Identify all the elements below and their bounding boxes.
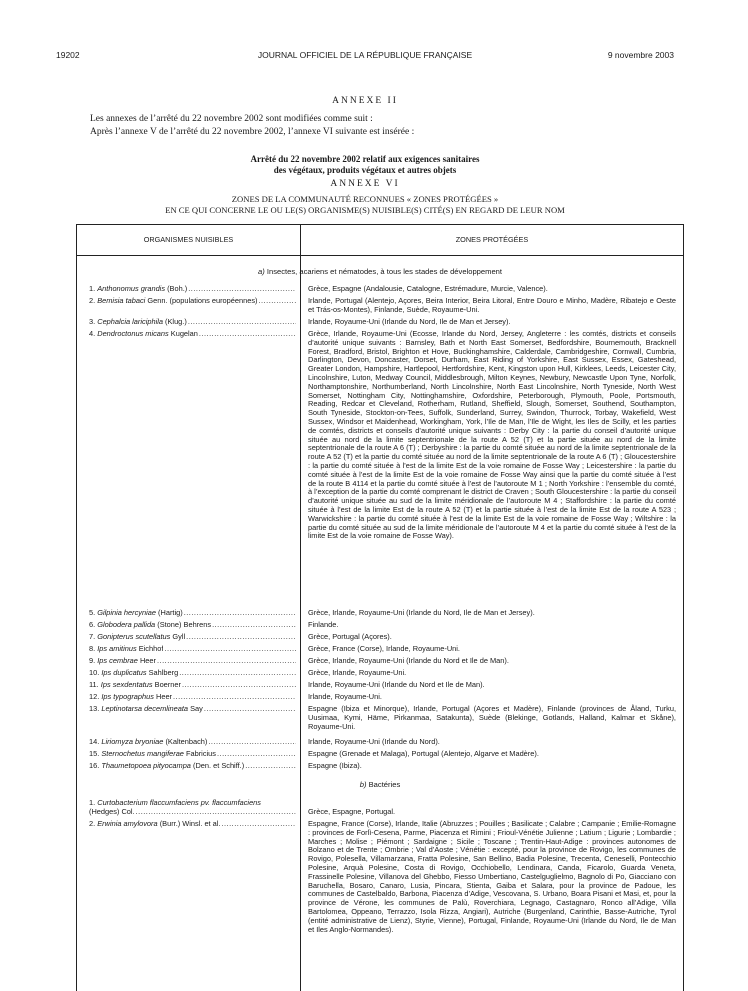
zone-cell: Grèce, Espagne, Portugal. [308, 807, 396, 816]
dot-leader [188, 285, 296, 294]
dot-leader [157, 657, 296, 666]
organism-cell [89, 750, 296, 759]
organism-name-line-1: 1. Curtobacterium flaccumfaciens pv. flaccumfaciens [89, 799, 261, 807]
section-a-heading [77, 267, 683, 276]
organism-name: 7. Gonipterus scutellatus Gyll [89, 633, 186, 641]
dot-leader [136, 808, 296, 817]
dot-leader [199, 330, 296, 339]
zone-cell: Irlande, Royaume-Uni (Irlande du Nord, Ile de Man et Jersey). [308, 317, 511, 326]
dot-leader [221, 820, 296, 829]
header-divider [77, 255, 683, 256]
dot-leader [212, 621, 296, 630]
table-header [77, 225, 683, 255]
column-header-zones: ZONES PROTÉGÉES [455, 235, 529, 244]
zone-cell: Irlande, Royaume-Uni (Irlande du Nord). [308, 737, 440, 746]
zone-cell: Irlande, Portugal (Alentejo, Açores, Beira Interior, Beira Litoral, Entre Douro e Minho, Madère, Ribatejo e Oeste et Trás-os-Montes), Finlande, Suède, Royaume-Uni. [308, 296, 676, 314]
organism-cell [89, 820, 296, 829]
dot-leader [179, 669, 296, 678]
dot-leader [173, 693, 296, 702]
zone-cell: Finlande. [308, 620, 339, 629]
zone-cell: Irlande, Royaume-Uni (Irlande du Nord et Ile de Man). [308, 680, 485, 689]
dot-leader [204, 705, 296, 714]
organism-cell [89, 799, 296, 817]
organism-name: 10. Ips duplicatus Sahlberg [89, 669, 179, 677]
organism-name: 14. Liriomyza bryoniae (Kaltenbach) [89, 738, 208, 746]
organism-cell [89, 669, 296, 678]
organism-name: 15. Sternochetus mangiferae Fabricius [89, 750, 216, 758]
zones-title-line-1: ZONES DE LA COMMUNAUTÉ RECONNUES « ZONES PROTÉGÉES » [231, 194, 499, 204]
column-header-organisms: ORGANISMES NUISIBLES [143, 235, 234, 244]
zone-cell: Grèce, Espagne (Andalousie, Catalogne, Estrémadure, Murcie, Valence). [308, 284, 548, 293]
page-number: 19202 [56, 50, 80, 60]
organism-cell [89, 657, 296, 666]
organism-cell [89, 762, 296, 771]
arrete-title-line-2: des végétaux, produits végétaux et autres objets [273, 165, 457, 175]
section-b-letter: b) [359, 780, 367, 789]
zone-cell: Grèce, Irlande, Royaume-Uni (Irlande du Nord, Ile de Man et Jersey). [308, 608, 535, 617]
organism-name: 9. Ips cembrae Heer [89, 657, 156, 665]
dot-leader [245, 762, 296, 771]
intro-line-2: Après l’annexe V de l’arrêté du 22 novembre 2002, l’annexe VI suivante est insérée : [90, 127, 415, 137]
zone-cell: Espagne (Grenade et Malaga), Portugal (Alentejo, Algarve et Madère). [308, 749, 539, 758]
dot-leader [182, 681, 296, 690]
organism-cell [89, 693, 296, 702]
organism-name: 5. Gilpinia hercyniae (Hartig) [89, 609, 183, 617]
organism-cell [89, 738, 296, 747]
dot-leader [186, 633, 296, 642]
dot-leader [164, 645, 296, 654]
organism-name: 11. Ips sexdentatus Boerner [89, 681, 181, 689]
protected-zones-table [76, 224, 684, 991]
organism-cell [89, 330, 296, 339]
zone-cell: Grèce, Irlande, Royaume-Uni (Irlande du Nord et Ile de Man). [308, 656, 509, 665]
journal-title: JOURNAL OFFICIEL DE LA RÉPUBLIQUE FRANÇAISE [257, 50, 473, 60]
section-a-letter: a) [257, 267, 265, 276]
zone-cell: Irlande, Royaume-Uni. [308, 692, 382, 701]
zone-cell: Grèce, France (Corse), Irlande, Royaume-Uni. [308, 644, 460, 653]
organism-cell [89, 645, 296, 654]
zone-cell: Grèce, Irlande, Royaume-Uni. [308, 668, 407, 677]
organism-name-line-2: (Hedges) Col. [89, 807, 135, 816]
section-b-text: Bactéries [368, 780, 401, 789]
organism-cell [89, 681, 296, 690]
organism-name: 6. Globodera pallida (Stone) Behrens [89, 621, 212, 629]
organism-cell [89, 285, 296, 294]
organism-cell [89, 609, 296, 618]
zones-title [56, 194, 674, 216]
organism-name: 1. Anthonomus grandis (Boh.) [89, 285, 188, 293]
organism-name: 8. Ips amitinus Eichhof [89, 645, 164, 653]
arrete-title [56, 154, 674, 176]
organism-name: 2. Erwinia amylovora (Burr.) Winsl. et al. [89, 820, 221, 828]
dot-leader [188, 318, 296, 327]
annex-ii-heading: ANNEXE II [332, 96, 398, 106]
column-divider [300, 225, 301, 991]
section-a-text: Insectes, acariens et nématodes, à tous les stades de développement [266, 267, 503, 276]
organism-cell [89, 621, 296, 630]
organism-name: 13. Leptinotarsa decemlineata Say [89, 705, 203, 713]
zone-cell: Grèce, Portugal (Açores). [308, 632, 392, 641]
intro-text [90, 113, 414, 139]
dot-leader [258, 297, 296, 306]
dot-leader [208, 738, 296, 747]
zone-cell: Espagne (Ibiza). [308, 761, 362, 770]
zone-cell: Espagne, France (Corse), Irlande, Italie (Abruzzes ; Pouilles ; Basilicate ; Calabre ; Campanie ; Emilie-Romagne : provinces de Forlì-Cesena, Parme, Piacenza et Rimini ; Frioul-Vénétie Julienne ; Latium ; Ligurie ; Lombardie ; Marches ; Molise ; Piémont ; Sardaigne ; Sicile ; Toscane ; Trentin-Haut-Adige : provinces autonomes de Bolzano et de Trente ; Ombrie ; Val d’Aoste ; Vénétie : excepté, pour la province de Rovigo, les communes de Rovigo, Polesella, Villamarzana, Fratta Polesine, San Bellino, Badia Polesine, Trecenta, Ceneselli, Pontecchio Polesine, Arquà Polesine, Costa di Rovigo, Occhiobello, Lendinara, Canda, Ficarolo, Guarda Veneta, Frassinelle Polesine, Villanova del Ghebbo, Fiesso Umbertiano, Castelguglielmo, Bagnolo di Po, Giacciano con Baruchella, Bosaro, Canaro, Lusia, Pincara, Stienta, Gaiba et Salara, pour la province de Padoue, les communes de Castelbaldo, Barbona, Piacenza d’Adige, Vescovana, S. Urbano, Boara Pisani et Masi, et, pour la province de Vérone, les communes de Palù, Roverchiara, Legnago, Castagnaro, Ronco all’Adige, Villa Bartolomea, Oppeano, Terrazzo, Isola Rizza, Angiari), Autriche (Burgenland, Carinthie, Basse-Autriche, Tyrol (entité administrative de Lienz), Styrie, Vienne), Portugal, Finlande, Royaume-Uni (Irlande du Nord, Ile de Man et Iles Anglo-Normandes). [308, 819, 676, 934]
zones-title-line-2: EN CE QUI CONCERNE LE OU LE(S) ORGANISME(S) NUISIBLE(S) CITÉ(S) EN REGARD DE LEUR NOM [165, 205, 565, 215]
dot-leader [184, 609, 296, 618]
annex-vi-heading: ANNEXE VI [330, 179, 400, 189]
section-b-heading [77, 780, 683, 789]
organism-cell [89, 705, 296, 714]
zone-cell: Grèce, Irlande, Royaume-Uni (Ecosse, Irlande du Nord, Jersey, Angleterre : les comtés, districts et conseils d’autorité unique suivants : Barnsley, Bath et North East Somerset, Bedfordshire, Bournemouth, Bracknell Forest, Bradford, Bristol, Brighton et Hove, Buckinghamshire, Calderdale, Cambridgeshire, Cornwall, Cumbria, Darlington, Devon, Doncaster, Dorset, Durham, East Riding of Yorkshire, East Sussex, Essex, Gateshead, Greater London, Hampshire, Hartlepool, Hertfordshire, Kent, Kingston upon Hull, Kirklees, Leeds, Leicester City, Lincolnshire, Luton, Medway Council, Middlesbrough, Milton Keynes, Newbury, Newcastle Upon Tyne, Norfolk, Northamptonshire, Northumberland, North Lincolnshire, North East Lincolnshire, North Tyneside, North West Somerset, Nottingham City, Nottinghamshire, Oxfordshire, Peterborough, Plymouth, Poole, Portsmouth, Reading, Redcar et Cleveland, Rotherham, Rutland, Sheffield, Slough, Somerset, Southend, Southampton, South Tyneside, Stockton-on-Tees, Suffolk, Sunderland, Surrey, Swindon, Thurrock, Torbay, Wakefield, West Sussex, Windsor et Maidenhead, Workingham, York, l’Ile de Man, l’Ile de Wight, les Iles de Scilly, et les parties de comtés, districts et conseils d’autorité unique suivants : Derby City : la partie du conseil d’autorité unique située au nord de la limite septentrionale de la route A 52 (T) et la partie située au nord de la limite septentrionale de la route A 6 (T) ; Derbyshire : la partie du comté située au nord de la limite septentrionale de la route A 52 (T) et la partie du comté située au nord de la limite septentrionale de la route A 6 (T) ; Gloucestershire : la partie du comté située à l’est de la limite Est de la voie romaine de Fosse Way ; Leicestershire : la partie du comté située à l’est de la limite Est de la voie romaine de Fosse Way ainsi que la partie du comté située à l’est de la route B 4114 et la partie du comté située à l’est de l’autoroute M 1 ; North Yorkshire : l’ensemble du comté, à l’exception de la partie du comté comprenant le district de Craven ; South Gloucestershire : la partie du conseil d’autorité unique située au sud de la limite méridionale de l’autoroute M 4 ; Staffordshire : la partie du comté située à l’est de la limite Est de la route A 52 (T) et la partie située à l’est de la limite Est de la route A 523 ; Warwickshire : la partie du comté située à l’est de la limite Est de la voie romaine de Fosse Way ; Wiltshire : la partie du comté située au sud de la limite méridionale de l’autoroute M 4 et la partie du comté située à l’est de la limite Est de la voie romaine de Fosse Way). [308, 329, 676, 541]
dot-leader [217, 750, 296, 759]
organism-name: 16. Thaumetopoea pityocampa (Den. et Schiff.) [89, 762, 245, 770]
organism-name: 3. Cephalcia lariciphila (Klug.) [89, 318, 187, 326]
organism-cell [89, 318, 296, 327]
organism-name: 4. Dendroctonus micans Kugelan [89, 330, 198, 338]
arrete-title-line-1: Arrêté du 22 novembre 2002 relatif aux exigences sanitaires [250, 154, 480, 164]
issue-date: 9 novembre 2003 [607, 50, 674, 60]
organism-name: 2. Bemisia tabaci Genn. (populations européennes) [89, 297, 258, 305]
page-header [56, 50, 674, 62]
organism-cell [89, 297, 296, 306]
zone-cell: Espagne (Ibiza et Minorque), Irlande, Portugal (Açores et Madère), Finlande (provinces de Åland, Turku, Uusimaa, Kymi, Häme, Pirkanmaa, Satakunta), Suède (Blekinge, Gotlands, Halland, Kalmar et Skåne), Royaume-Uni. [308, 704, 676, 731]
intro-line-1: Les annexes de l’arrêté du 22 novembre 2002 sont modifiées comme suit : [90, 114, 373, 124]
organism-name: 12. Ips typographus Heer [89, 693, 173, 701]
organism-cell [89, 633, 296, 642]
